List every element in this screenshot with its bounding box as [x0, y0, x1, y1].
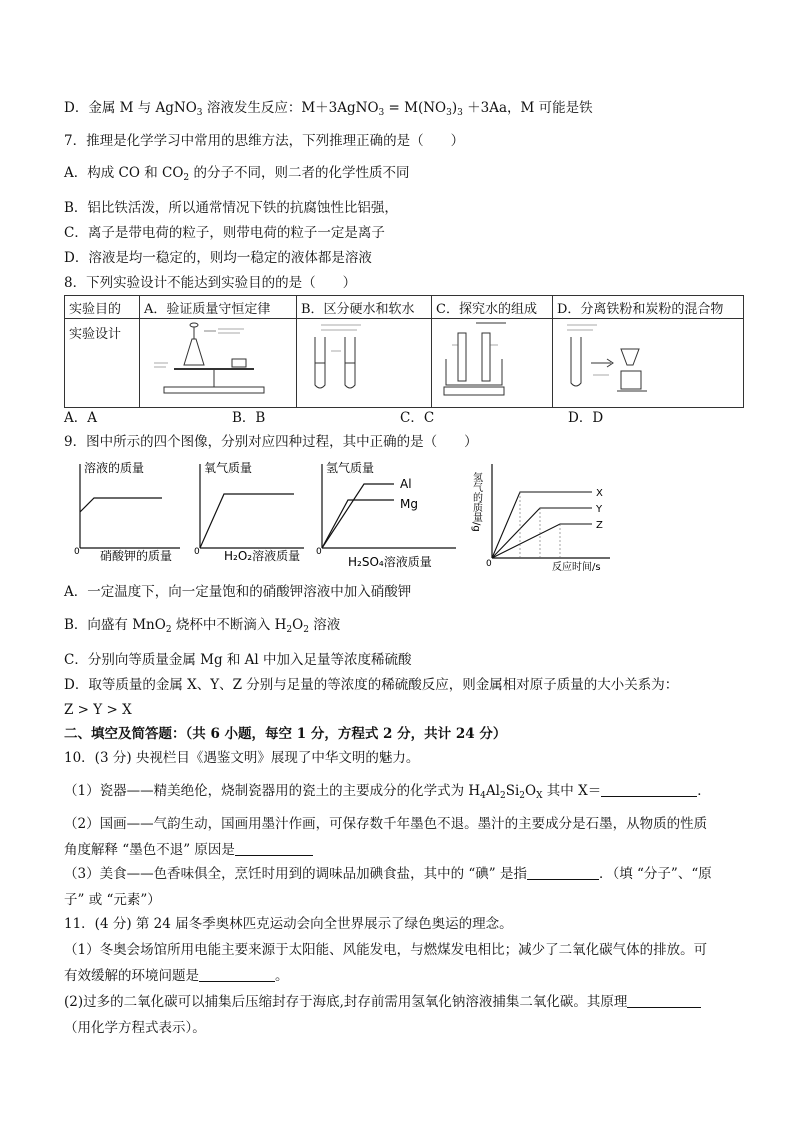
q10p3-text: ．（填 “分子”、“原 — [598, 866, 712, 882]
q10p1-text: （1）瓷器——精美绝伦，烧制瓷器用的瓷土的主要成分的化学式为 H — [64, 783, 481, 799]
graph-d-label-y: Y — [596, 504, 603, 515]
q10p3-text: （3）美食——色香味俱全，烹饪时用到的调味品加碘食盐，其中的 “碘” 是指 — [64, 866, 527, 882]
subscript: 4 — [480, 791, 486, 801]
graph-d-line-z — [492, 524, 592, 558]
subscript: 3 — [196, 108, 203, 118]
q9b-text: O — [292, 617, 304, 633]
graph-c-ylabel: 氢气质量 — [326, 461, 375, 475]
q10p1-text: ． — [697, 783, 711, 799]
q11-part-1: （1）冬奥会场馆所用电能主要来源于太阳能、风能发电，与燃煤发电相比；减少了二氧化碳气体的排放。可 — [64, 942, 708, 958]
q8-option-c: C．C — [400, 410, 435, 426]
q6d-text: = M(NO — [384, 100, 447, 116]
graph-c-label-al: Al — [400, 477, 412, 491]
experiment-d-figure — [553, 319, 744, 408]
answer-blank[interactable] — [601, 782, 697, 797]
q10p2-text: 角度解释 “墨色不退” 原因是 — [64, 842, 235, 858]
graph-b-line — [200, 494, 294, 548]
q9-option-b — [64, 615, 340, 640]
balance-apparatus-icon — [144, 319, 284, 399]
graph-d-origin: 0 — [486, 559, 492, 569]
q10-part-3-cont: 子” 或 “元素”） — [64, 892, 161, 908]
table-cell: D．分离铁粉和炭粉的混合物 — [553, 296, 744, 319]
q8-options — [64, 408, 736, 428]
subscript: 2 — [286, 625, 293, 635]
electrolysis-apparatus-icon — [436, 319, 536, 399]
q7-option-d: D．溶液是均一稳定的，则均一稳定的液体都是溶液 — [64, 250, 372, 266]
answer-blank[interactable] — [235, 841, 313, 856]
answer-blank[interactable] — [199, 967, 275, 982]
q9b-text: 溶液 — [308, 617, 341, 633]
q8-experiment-table — [64, 295, 744, 408]
graph-c-line-mg — [322, 500, 394, 548]
graph-a-origin: 0 — [74, 547, 80, 557]
q11p2-text: (2)过多的二氧化碳可以捕集后压缩封存于海底,封存前需用氢氧化钠溶液捕集二氧化碳。其原理 — [64, 994, 628, 1010]
q6d-text: ＋3Aa，M 可能是铁 — [462, 100, 593, 116]
subscript: 2 — [183, 173, 190, 183]
graph-d-xlabel: 反应时间/s — [552, 562, 601, 573]
graph-c-xlabel: H₂SO₄溶液质量 — [348, 555, 432, 569]
table-header-cell: 实验设计 — [65, 319, 140, 408]
graph-d — [471, 464, 611, 573]
graph-b-xlabel: H₂O₂溶液质量 — [224, 549, 301, 563]
q10-stem: 10．(3 分) 央视栏目《遇鉴文明》展现了中华文明的魅力。 — [64, 750, 420, 766]
subscript: 2 — [303, 625, 309, 635]
table-cell: A．验证质量守恒定律 — [140, 296, 297, 319]
table-header-cell: 实验目的 — [65, 296, 140, 319]
graph-a — [74, 460, 180, 563]
q9-graphs — [64, 456, 624, 574]
q7a-text: A．构成 CO 和 CO — [64, 165, 184, 181]
q7-option-c: C．离子是带电荷的粒子，则带电荷的粒子一定是离子 — [64, 225, 385, 241]
subscript: 3 — [378, 108, 385, 118]
graph-d-line-x — [492, 492, 592, 558]
q10p1-text: Si — [505, 783, 520, 799]
q9-option-d: D．取等质量的金属 X、Y、Z 分别与足量的等浓度的稀硫酸反应，则金属相对原子质量的大小关系为： — [64, 677, 679, 693]
subscript: 2 — [499, 791, 506, 801]
q11-stem: 11．(4 分) 第 24 届冬季奥林匹克运动会向全世界展示了绿色奥运的理念。 — [64, 916, 513, 932]
q8-option-a: A．A — [64, 410, 97, 426]
graph-c-line-al — [322, 484, 394, 548]
q7-option-b: B．铝比铁活泼，所以通常情况下铁的抗腐蚀性比铝强， — [64, 200, 398, 216]
q9-option-c: C．分别向等质量金属 Mg 和 Al 中加入足量等浓度稀硫酸 — [64, 652, 412, 668]
subscript: 2 — [165, 625, 172, 635]
experiment-b-figure — [297, 319, 432, 408]
graph-c-origin: 0 — [316, 547, 322, 557]
q9-stem: 9．图中所示的四个图像，分别对应四种过程，其中正确的是（ ） — [64, 434, 478, 450]
q7a-text: 的分子不同，则二者的化学性质不同 — [189, 165, 410, 181]
q10p1-text: O — [525, 783, 537, 799]
q11p1-text: 。 — [275, 968, 289, 984]
q10-part-2: （2）国画——气韵生动，国画用墨汁作画，可保存数千年墨色不退。墨汁的主要成分是石墨，从物质的性质 — [64, 816, 708, 832]
table-cell: C．探究水的组成 — [432, 296, 553, 319]
q9-option-a: A．一定温度下，向一定量饱和的硝酸钾溶液中加入硝酸钾 — [64, 584, 412, 600]
graph-c — [316, 460, 456, 569]
q11-part-2-cont: （用化学方程式表示）。 — [64, 1020, 206, 1036]
test-tubes-icon — [301, 319, 411, 399]
subscript: 3 — [457, 108, 463, 118]
q7-stem: 7．推理是化学学习中常用的思维方法，下列推理正确的是（ ） — [64, 133, 465, 149]
graph-a-xlabel: 硝酸钾的质量 — [100, 549, 173, 563]
experiment-a-figure — [140, 319, 297, 408]
answer-blank[interactable] — [527, 865, 599, 880]
graph-a-ylabel: 溶液的质量 — [84, 461, 145, 475]
answer-blank[interactable] — [627, 993, 701, 1008]
q6d-text: ) — [451, 100, 458, 116]
graph-a-line — [80, 498, 162, 512]
q6-option-d — [64, 98, 593, 123]
q8-option-d: D．D — [568, 410, 604, 426]
table-cell: B．区分硬水和软水 — [297, 296, 432, 319]
experiment-c-figure — [432, 319, 553, 408]
subscript: X — [536, 791, 543, 801]
q10p1-text: 其中 X＝ — [542, 783, 602, 799]
q10-part-1 — [64, 781, 711, 806]
q10-part-3 — [64, 864, 712, 884]
graph-d-label-z: Z — [596, 520, 603, 531]
q9-option-d-cont: Z > Y > X — [64, 702, 132, 718]
graph-d-ylabel: 氢气的质量/g — [470, 472, 482, 532]
q6d-text: 溶液发生反应：M＋3AgNO — [202, 100, 379, 116]
subscript: 2 — [519, 791, 526, 801]
separation-apparatus-icon — [557, 319, 667, 399]
q8-stem: 8．下列实验设计不能达到实验目的的是（ ） — [64, 275, 357, 291]
subscript: 3 — [446, 108, 452, 118]
q8-option-b: B．B — [232, 410, 266, 426]
q6d-text: D．金属 M 与 AgNO — [64, 100, 197, 116]
q11p1-text: 有效缓解的环境问题是 — [64, 968, 199, 984]
section-2-heading: 二、填空及简答题：（共 6 小题，每空 1 分，方程式 2 分，共计 24 分） — [64, 726, 507, 742]
q9b-text: B．向盛有 MnO — [64, 617, 166, 633]
graph-d-label-x: X — [596, 488, 603, 499]
q9b-text: 烧杯中不断滴入 H — [171, 617, 287, 633]
graph-c-label-mg: Mg — [400, 497, 418, 511]
q7-option-a — [64, 163, 409, 188]
q10p1-text: Al — [485, 783, 500, 799]
graph-b — [194, 460, 304, 563]
q11-part-1-cont — [64, 966, 289, 986]
q11-part-2 — [64, 992, 701, 1012]
q10-part-2-cont — [64, 840, 313, 860]
graph-b-origin: 0 — [194, 547, 200, 557]
graph-b-ylabel: 氧气质量 — [204, 461, 253, 475]
